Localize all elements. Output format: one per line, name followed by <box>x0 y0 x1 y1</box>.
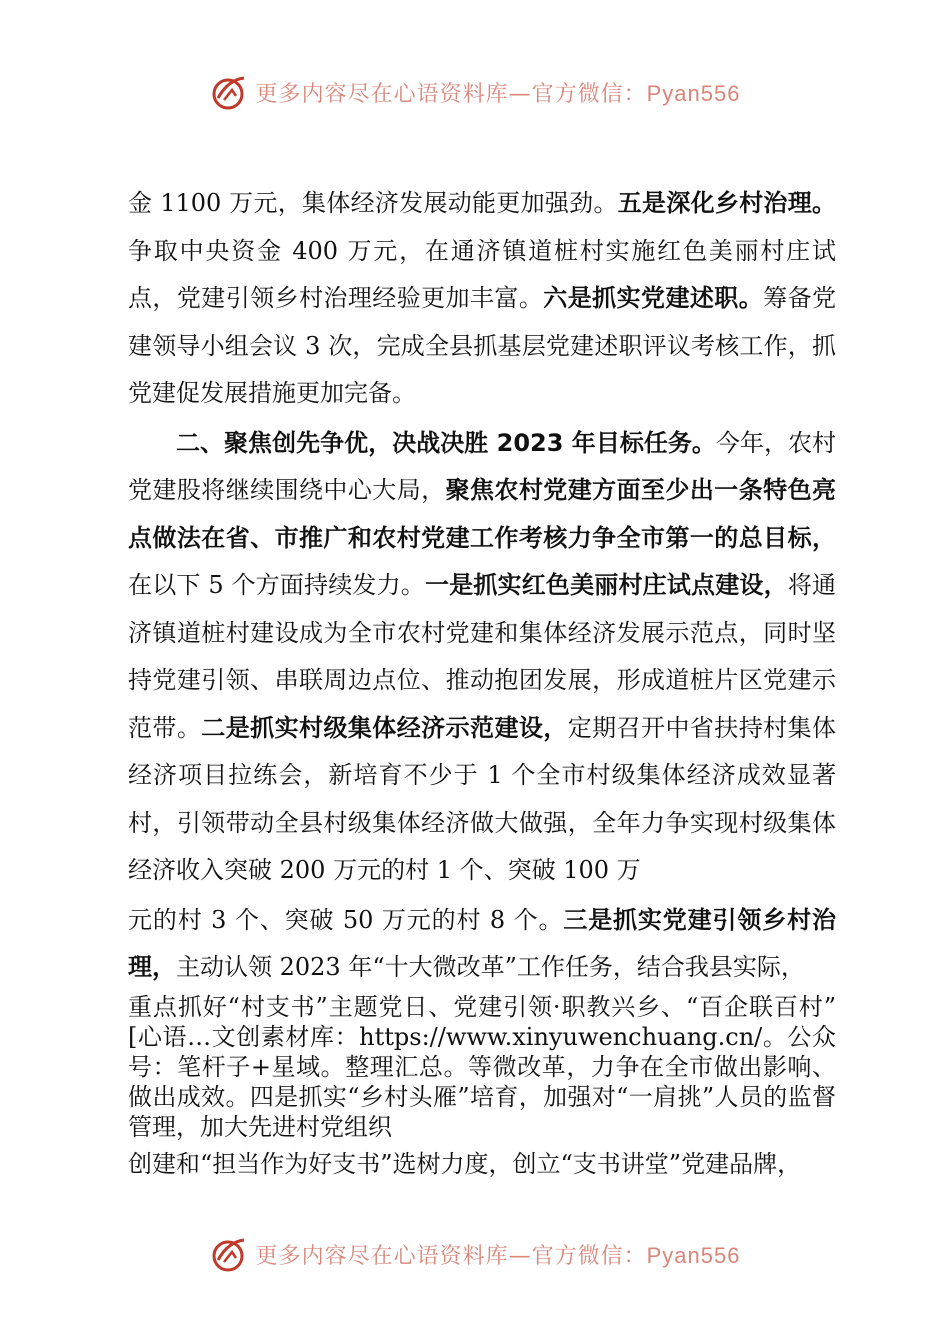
paragraph-2: 二、聚焦创先争优，决战决胜 2023 年目标任务。今年，农村党建股将继续围绕中心大局，聚焦农村党建方面至少出一条特色亮点做法在省、市推广和农村党建工作考核力争全市第一的总目标，在以下 5 个方面持续发力。一是抓实红色美丽村庄试点建设，将通济镇道桩村建设成为全市农村党建和集体经济发展示范点，同时坚持党建引领、串联周边点位、推动抱团发展，形成道桩片区党建示范带。二是抓实村级集体经济示范建设，定期召开中省扶持村集体经济项目拉练会，新培育不少于 1 个全市村级集体经济成效显著村，引领带动全县村级集体经济做大做强，全年力争实现村级集体经济收入突破 200 万元的村 1 个、突破 100 万 <box>128 428 837 884</box>
seal-logo-icon <box>210 72 250 112</box>
paragraph-1: 金 1100 万元，集体经济发展动能更加强劲。五是深化乡村治理。争取中央资金 400 万元，在通济镇道桩村实施红色美丽村庄试点，党建引领乡村治理经验更加丰富。六是抓实党建述职。筹备党建领导小组会议 3 次，完成全县抓基层党建述职评议考核工作，抓党建促发展措施更加完备。 <box>128 189 837 407</box>
watermark-text: 更多内容尽在心语资料库—官方微信：Pyan556 <box>255 1242 741 1269</box>
paragraph-3: 元的村 3 个、突破 50 万元的村 8 个。三是抓实党建引领乡村治理，主动认领 2023 年“十大微改革”工作任务，结合我县实际， <box>128 905 836 981</box>
section-heading: 二、聚焦创先争优，决战决胜 2023 年目标任务。 <box>176 428 716 457</box>
header-watermark <box>0 70 950 114</box>
footer-watermark <box>0 1232 950 1276</box>
seal-logo-icon <box>210 1234 250 1274</box>
paragraph-4: 重点抓好“村支书”主题党日、党建引领·职教兴乡、“百企联百村” [心语…文创素材库：https://www.xinyuwenchuang.cn/。公众号：笔杆子+星域。整理汇总。等微改革，力争在全市做出影响、做出成效。四是抓实“乡村头雁”培育，加强对“一肩挑”人员的监督管理，加大先进村党组织 <box>128 992 836 1141</box>
document-body <box>128 180 836 1186</box>
watermark-text: 更多内容尽在心语资料库—官方微信：Pyan556 <box>255 80 741 107</box>
paragraph-5: 创建和“担当作为好支书”选树力度，创立“支书讲堂”党建品牌， <box>128 1149 802 1178</box>
